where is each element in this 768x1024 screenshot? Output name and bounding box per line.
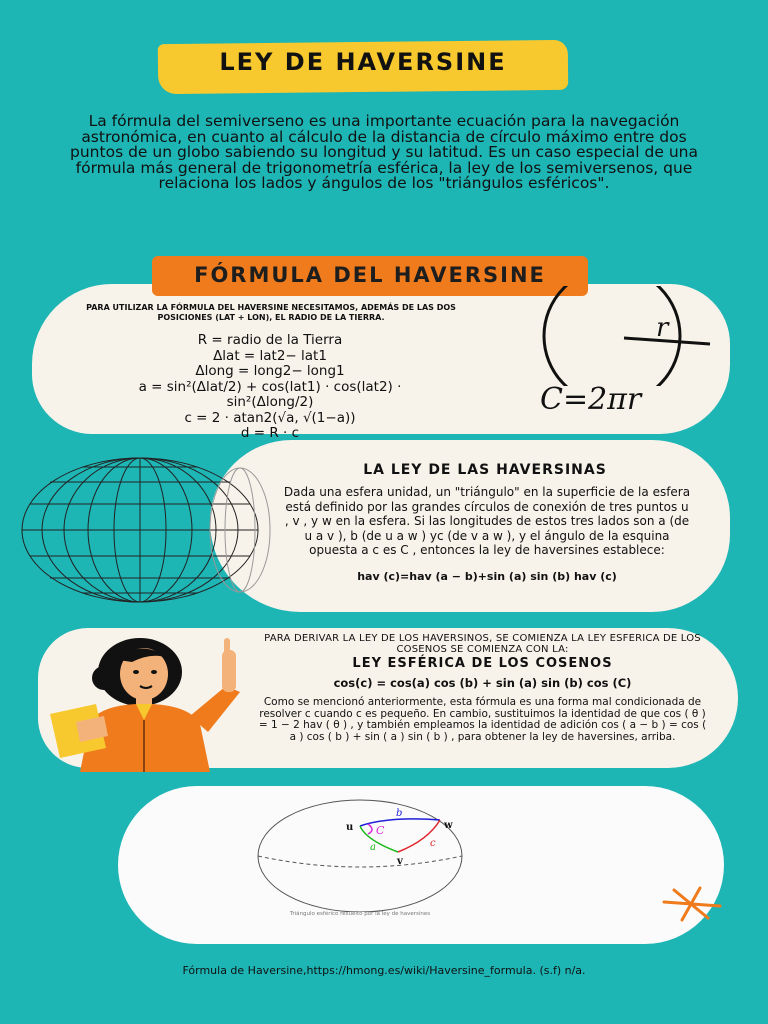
haversinas-body: Dada una esfera unidad, un "triángulo" en la superficie de la esfera está definido por las grandes círculos de conexión de tres puntos u , v , y w en la esfera. Si las longitudes de estos tres lados son a (de u a v ), b (de u a w ) yc (de v a w ), y el ángulo de la esquina opuesta a c es C , entonces la ley de haversines establece:	[283, 485, 691, 557]
formula-line: d = R · c	[240, 425, 300, 441]
page-title: LEY DE HAVERSINE	[219, 48, 507, 76]
formula-line: sin²(Δlong/2)	[226, 394, 314, 410]
vertex-w: w	[444, 820, 453, 831]
spark-doodle	[660, 882, 724, 926]
vertex-u: u	[346, 822, 354, 833]
formula-lines	[80, 333, 460, 442]
formula-line: c = 2 · atan2(√a, √(1−a))	[184, 409, 356, 426]
cosenos-equation: cos(c) = cos(a) cos (b) + sin (a) sin (b) cos (C)	[333, 676, 632, 690]
formula-heading: FÓRMULA DEL HAVERSINE	[194, 263, 546, 287]
side-b: b	[396, 808, 403, 819]
formula-line: Δlat = lat2− lat1	[213, 347, 327, 364]
cosenos-body: Como se mencionó anteriormente, esta fórmula es una forma mal condicionada de resolver c cuando c es pequeño. En cambio, sustituimos la identidad de que cos ( θ ) = 1 − 2 hav ( θ ) , y también empleamos la identidad de adición cos ( a − b ) = cos ( a ) cos ( b ) + sin ( a ) sin ( b ) , para obtener la ley de haversines, arriba.	[258, 696, 707, 743]
haversinas-equation: hav (c)=hav (a − b)+sin (a) sin (b) hav (c)	[357, 570, 617, 583]
formula-line: a = sin²(Δlat/2) + cos(lat1) · cos(lat2) ·	[138, 378, 402, 395]
intro-paragraph: La fórmula del semiverseno es una importante ecuación para la navegación astronómica, en cuanto al cálculo de la distancia de círculo máximo entre dos puntos de un globo sabiendo su longitud y su latitud. Es un caso especial de una fórmula más general de trigonometría esférica, la ley de los semiversenos, que relaciona los lados y ángulos de los "triángulos esféricos".	[70, 112, 698, 192]
cosenos-intro: PARA DERIVAR LA LEY DE LOS HAVERSINOS, SE COMIENZA LA LEY ESFERICA DE LOS COSENOS SE COMIENZA CON LA:	[264, 633, 701, 655]
circle-radius-illustration	[532, 286, 722, 386]
triangle-caption: Triángulo esférico resuelto por la ley de haversines	[289, 911, 431, 917]
source-citation: Fórmula de Haversine,https://hmong.es/wiki/Haversine_formula. (s.f) n/a.	[182, 964, 586, 977]
radius-label: r	[656, 313, 669, 343]
cosenos-heading: LEY ESFÉRICA DE LOS COSENOS	[352, 656, 613, 671]
formula-note: PARA UTILIZAR LA FÓRMULA DEL HAVERSINE NECESITAMOS, ADEMÁS DE LAS DOS POSICIONES (LAT + LON), EL RADIO DE LA TIERRA.	[86, 303, 456, 322]
woman-pointing-illustration	[40, 632, 260, 772]
angle-C: C	[376, 824, 385, 837]
side-a: a	[370, 842, 376, 853]
haversinas-heading: LA LEY DE LAS HAVERSINAS	[363, 462, 607, 478]
vertex-v: v	[397, 856, 403, 867]
circumference-formula: C=2πr	[540, 382, 642, 417]
globe-wireframe-illustration	[20, 452, 276, 608]
spherical-triangle-diagram	[250, 792, 470, 912]
side-c: c	[430, 838, 436, 849]
formula-line: Δlong = long2− long1	[195, 363, 345, 379]
formula-line: R = radio de la Tierra	[197, 332, 343, 348]
